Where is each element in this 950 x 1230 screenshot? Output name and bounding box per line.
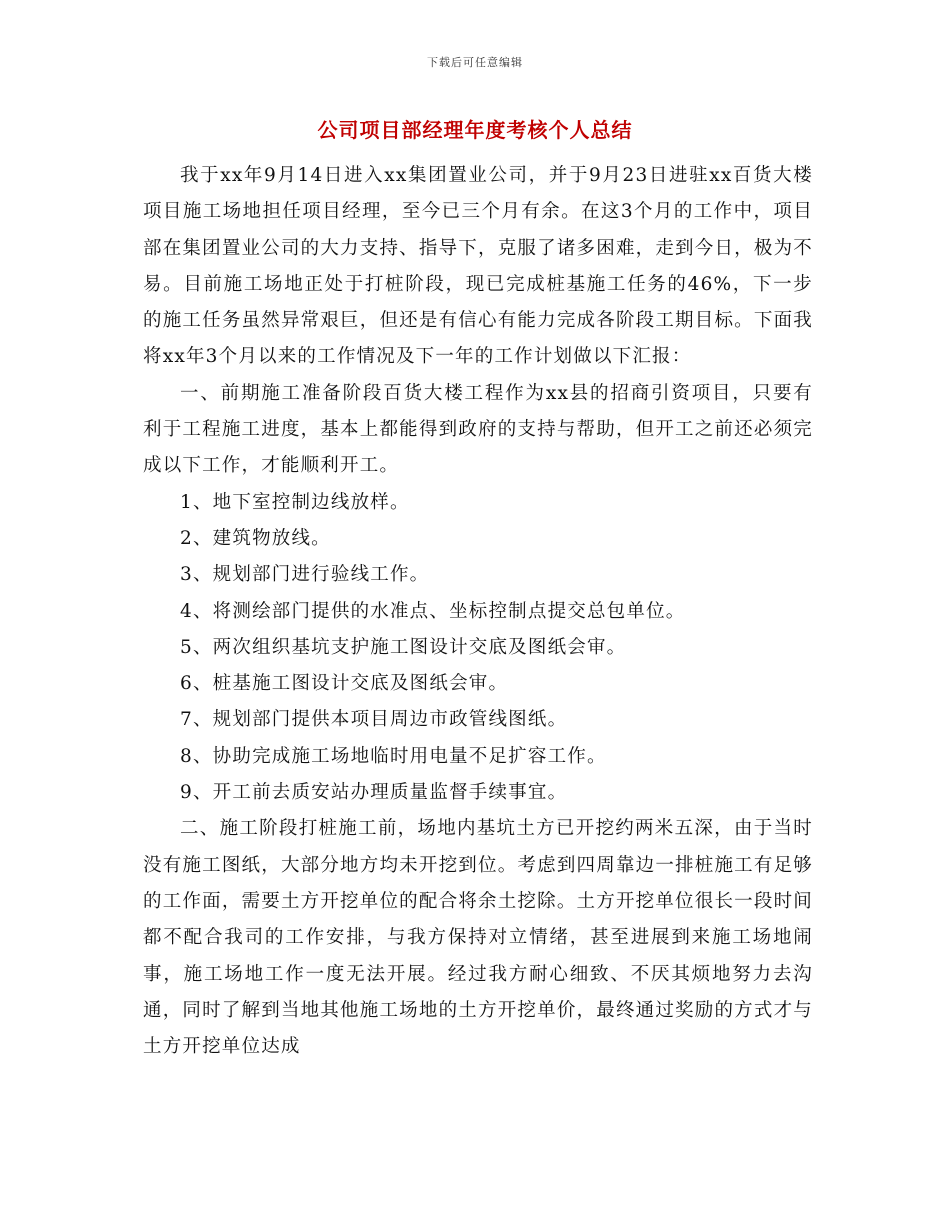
section-2-paragraph: 二、施工阶段打桩施工前，场地内基坑土方已开挖约两米五深，由于当时没有施工图纸，大部分地方均未开挖到位。考虑到四周靠边一排桩施工有足够的工作面，需要土方开挖单位的配合将余土挖除。土方开挖单位很长一段时间都不配合我司的工作安排，与我方保持对立情绪，甚至进展到来施工场地闹事，施工场地工作一度无法开展。经过我方耐心细致、不厌其烦地努力去沟通，同时了解到当地其他施工场地的土方开挖单价，最终通过奖励的方式才与土方开挖单位达成 [143, 818, 813, 1058]
list-item: 1、地下室控制边线放样。 [180, 491, 410, 513]
list-item: 6、桩基施工图设计交底及图纸会审。 [180, 673, 509, 695]
list-item: 2、建筑物放线。 [180, 527, 331, 549]
list-item: 7、规划部门提供本项目周边市政管线图纸。 [180, 709, 568, 731]
list-item: 9、开工前去质安站办理质量监督手续事宜。 [180, 782, 568, 804]
list-item: 4、将测绘部门提供的水准点、坐标控制点提交总包单位。 [180, 600, 686, 622]
list-item: 5、两次组织基坑支护施工图设计交底及图纸会审。 [180, 636, 627, 658]
list-item: 8、协助完成施工场地临时用电量不足扩容工作。 [180, 745, 607, 767]
intro-paragraph: 我于xx年9月14日进入xx集团置业公司，并于9月23日进驻xx百货大楼项目施工场地担任项目经理，至今已三个月有余。在这3个月的工作中，项目部在集团置业公司的大力支持、指导下，克服了诸多困难，走到今日，极为不易。目前施工场地正处于打桩阶段，现已完成桩基施工任务的46%，下一步的施工任务虽然异常艰巨，但还是有信心有能力完成各阶段工期目标。下面我将xx年3个月以来的工作情况及下一年的工作计划做以下汇报： [143, 165, 813, 368]
section-1-intro: 一、前期施工准备阶段百货大楼工程作为xx县的招商引资项目，只要有利于工程施工进度，基本上都能得到政府的支持与帮助，但开工之前还必须完成以下工作，才能顺利开工。 [143, 382, 813, 477]
document-title: 公司项目部经理年度考核个人总结 [317, 118, 633, 142]
header-note: 下载后可任意编辑 [427, 56, 523, 69]
document-body [143, 158, 813, 1065]
list-item: 3、规划部门进行验线工作。 [180, 564, 430, 586]
